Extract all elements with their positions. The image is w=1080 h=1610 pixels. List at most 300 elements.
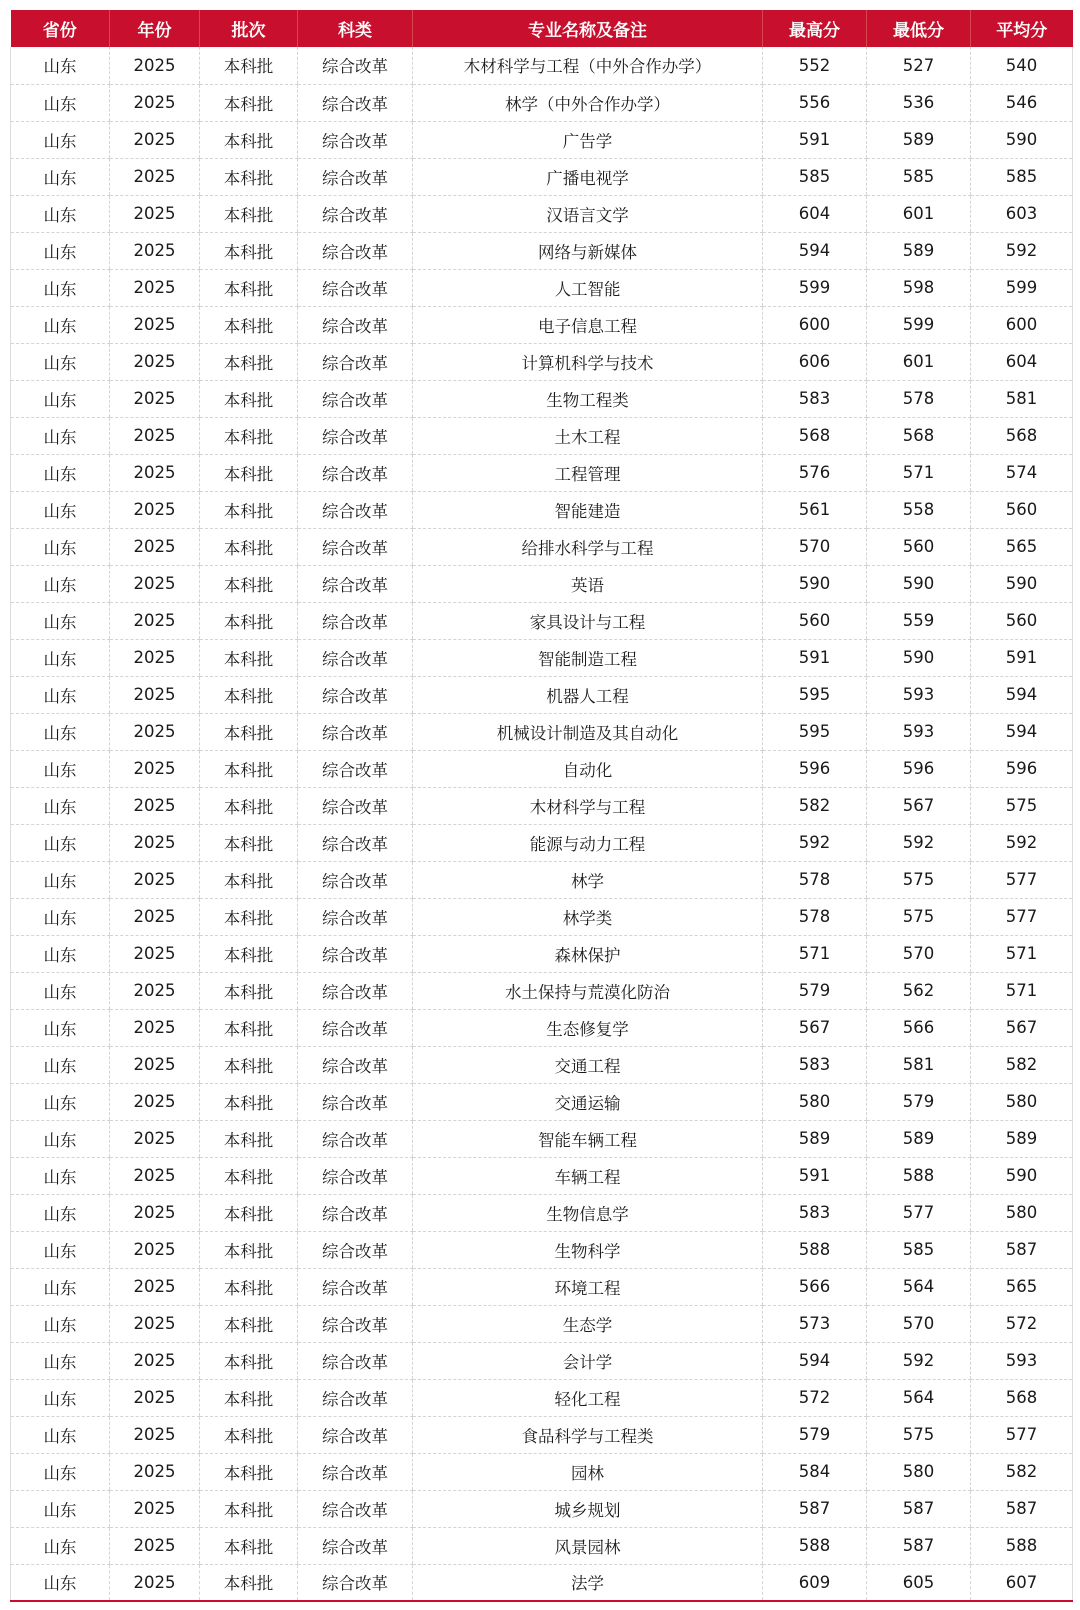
- cell-batch: 本科批: [200, 1305, 298, 1342]
- cell-year: 2025: [110, 528, 200, 565]
- cell-avg-score: 589: [971, 1120, 1073, 1157]
- cell-major: 法学: [413, 1564, 763, 1601]
- cell-batch: 本科批: [200, 565, 298, 602]
- cell-province: 山东: [11, 565, 110, 602]
- cell-min-score: 592: [867, 824, 971, 861]
- cell-max-score: 594: [763, 232, 867, 269]
- cell-major: 汉语言文学: [413, 195, 763, 232]
- cell-min-score: 566: [867, 1009, 971, 1046]
- cell-avg-score: 546: [971, 84, 1073, 121]
- cell-batch: 本科批: [200, 1379, 298, 1416]
- cell-avg-score: 593: [971, 1342, 1073, 1379]
- cell-max-score: 587: [763, 1490, 867, 1527]
- cell-subject: 综合改革: [298, 269, 413, 306]
- cell-max-score: 606: [763, 343, 867, 380]
- cell-avg-score: 577: [971, 1416, 1073, 1453]
- table-row: [11, 1379, 1073, 1416]
- cell-year: 2025: [110, 454, 200, 491]
- cell-subject: 综合改革: [298, 1120, 413, 1157]
- cell-major: 智能制造工程: [413, 639, 763, 676]
- table-row: [11, 1120, 1073, 1157]
- cell-batch: 本科批: [200, 84, 298, 121]
- cell-year: 2025: [110, 306, 200, 343]
- cell-min-score: 598: [867, 269, 971, 306]
- cell-min-score: 577: [867, 1194, 971, 1231]
- cell-major: 人工智能: [413, 269, 763, 306]
- cell-province: 山东: [11, 861, 110, 898]
- table-row: [11, 1083, 1073, 1120]
- cell-year: 2025: [110, 343, 200, 380]
- cell-avg-score: 591: [971, 639, 1073, 676]
- cell-year: 2025: [110, 232, 200, 269]
- cell-avg-score: 600: [971, 306, 1073, 343]
- table-row: [11, 713, 1073, 750]
- cell-subject: 综合改革: [298, 1305, 413, 1342]
- cell-major: 给排水科学与工程: [413, 528, 763, 565]
- cell-min-score: 579: [867, 1083, 971, 1120]
- cell-subject: 综合改革: [298, 84, 413, 121]
- cell-batch: 本科批: [200, 1083, 298, 1120]
- cell-max-score: 579: [763, 1416, 867, 1453]
- cell-subject: 综合改革: [298, 861, 413, 898]
- cell-avg-score: 568: [971, 417, 1073, 454]
- cell-max-score: 556: [763, 84, 867, 121]
- cell-subject: 综合改革: [298, 528, 413, 565]
- cell-province: 山东: [11, 380, 110, 417]
- cell-avg-score: 581: [971, 380, 1073, 417]
- cell-year: 2025: [110, 47, 200, 84]
- cell-major: 生态修复学: [413, 1009, 763, 1046]
- cell-year: 2025: [110, 898, 200, 935]
- cell-avg-score: 604: [971, 343, 1073, 380]
- cell-max-score: 609: [763, 1564, 867, 1601]
- cell-major: 林学类: [413, 898, 763, 935]
- cell-max-score: 583: [763, 1046, 867, 1083]
- cell-subject: 综合改革: [298, 121, 413, 158]
- header-subject: 科类: [298, 10, 413, 47]
- cell-province: 山东: [11, 84, 110, 121]
- cell-year: 2025: [110, 787, 200, 824]
- cell-major: 交通工程: [413, 1046, 763, 1083]
- cell-avg-score: 565: [971, 528, 1073, 565]
- cell-avg-score: 567: [971, 1009, 1073, 1046]
- cell-province: 山东: [11, 713, 110, 750]
- cell-subject: 综合改革: [298, 47, 413, 84]
- cell-max-score: 582: [763, 787, 867, 824]
- cell-year: 2025: [110, 1157, 200, 1194]
- cell-avg-score: 582: [971, 1453, 1073, 1490]
- cell-subject: 综合改革: [298, 380, 413, 417]
- cell-year: 2025: [110, 1453, 200, 1490]
- table-row: [11, 1157, 1073, 1194]
- cell-major: 智能建造: [413, 491, 763, 528]
- cell-province: 山东: [11, 935, 110, 972]
- cell-min-score: 558: [867, 491, 971, 528]
- cell-min-score: 575: [867, 898, 971, 935]
- cell-year: 2025: [110, 1305, 200, 1342]
- cell-province: 山东: [11, 1416, 110, 1453]
- cell-province: 山东: [11, 824, 110, 861]
- cell-min-score: 601: [867, 195, 971, 232]
- cell-max-score: 580: [763, 1083, 867, 1120]
- cell-major: 车辆工程: [413, 1157, 763, 1194]
- cell-year: 2025: [110, 1379, 200, 1416]
- cell-min-score: 564: [867, 1268, 971, 1305]
- table-row: [11, 1527, 1073, 1564]
- cell-min-score: 585: [867, 158, 971, 195]
- table-row: [11, 861, 1073, 898]
- cell-province: 山东: [11, 898, 110, 935]
- cell-province: 山东: [11, 676, 110, 713]
- cell-avg-score: 587: [971, 1490, 1073, 1527]
- cell-subject: 综合改革: [298, 1379, 413, 1416]
- cell-major: 环境工程: [413, 1268, 763, 1305]
- table-row: [11, 1490, 1073, 1527]
- table-row: [11, 47, 1073, 84]
- cell-year: 2025: [110, 1564, 200, 1601]
- cell-province: 山东: [11, 1379, 110, 1416]
- cell-subject: 综合改革: [298, 787, 413, 824]
- cell-province: 山东: [11, 1342, 110, 1379]
- cell-min-score: 559: [867, 602, 971, 639]
- cell-batch: 本科批: [200, 1453, 298, 1490]
- cell-min-score: 589: [867, 232, 971, 269]
- table-row: [11, 84, 1073, 121]
- table-row: [11, 454, 1073, 491]
- cell-batch: 本科批: [200, 1194, 298, 1231]
- cell-avg-score: 574: [971, 454, 1073, 491]
- cell-min-score: 564: [867, 1379, 971, 1416]
- cell-major: 生物工程类: [413, 380, 763, 417]
- cell-province: 山东: [11, 47, 110, 84]
- table-row: [11, 824, 1073, 861]
- cell-max-score: 573: [763, 1305, 867, 1342]
- table-row: [11, 602, 1073, 639]
- table-row: [11, 380, 1073, 417]
- cell-subject: 综合改革: [298, 1453, 413, 1490]
- cell-batch: 本科批: [200, 232, 298, 269]
- cell-subject: 综合改革: [298, 1490, 413, 1527]
- cell-max-score: 592: [763, 824, 867, 861]
- cell-year: 2025: [110, 1416, 200, 1453]
- cell-province: 山东: [11, 417, 110, 454]
- cell-year: 2025: [110, 1231, 200, 1268]
- cell-max-score: 591: [763, 121, 867, 158]
- cell-batch: 本科批: [200, 1342, 298, 1379]
- cell-min-score: 560: [867, 528, 971, 565]
- cell-province: 山东: [11, 1046, 110, 1083]
- cell-subject: 综合改革: [298, 1268, 413, 1305]
- cell-subject: 综合改革: [298, 1564, 413, 1601]
- cell-major: 林学: [413, 861, 763, 898]
- table-row: [11, 787, 1073, 824]
- cell-max-score: 568: [763, 417, 867, 454]
- cell-max-score: 595: [763, 676, 867, 713]
- cell-subject: 综合改革: [298, 1083, 413, 1120]
- cell-min-score: 593: [867, 713, 971, 750]
- cell-province: 山东: [11, 1009, 110, 1046]
- cell-province: 山东: [11, 528, 110, 565]
- cell-subject: 综合改革: [298, 454, 413, 491]
- cell-year: 2025: [110, 417, 200, 454]
- table-row: [11, 898, 1073, 935]
- cell-min-score: 536: [867, 84, 971, 121]
- table-row: [11, 1046, 1073, 1083]
- cell-avg-score: 577: [971, 861, 1073, 898]
- cell-batch: 本科批: [200, 306, 298, 343]
- cell-year: 2025: [110, 1342, 200, 1379]
- cell-avg-score: 590: [971, 121, 1073, 158]
- cell-avg-score: 588: [971, 1527, 1073, 1564]
- cell-subject: 综合改革: [298, 1194, 413, 1231]
- cell-max-score: 572: [763, 1379, 867, 1416]
- cell-avg-score: 580: [971, 1194, 1073, 1231]
- cell-min-score: 587: [867, 1490, 971, 1527]
- cell-subject: 综合改革: [298, 639, 413, 676]
- cell-subject: 综合改革: [298, 491, 413, 528]
- cell-max-score: 585: [763, 158, 867, 195]
- cell-year: 2025: [110, 84, 200, 121]
- cell-avg-score: 592: [971, 232, 1073, 269]
- cell-province: 山东: [11, 639, 110, 676]
- cell-subject: 综合改革: [298, 417, 413, 454]
- cell-subject: 综合改革: [298, 1416, 413, 1453]
- cell-min-score: 592: [867, 1342, 971, 1379]
- cell-max-score: 561: [763, 491, 867, 528]
- cell-avg-score: 590: [971, 1157, 1073, 1194]
- cell-min-score: 567: [867, 787, 971, 824]
- cell-max-score: 571: [763, 935, 867, 972]
- cell-min-score: 605: [867, 1564, 971, 1601]
- cell-batch: 本科批: [200, 1527, 298, 1564]
- cell-major: 轻化工程: [413, 1379, 763, 1416]
- cell-year: 2025: [110, 195, 200, 232]
- table-row: [11, 1453, 1073, 1490]
- cell-avg-score: 585: [971, 158, 1073, 195]
- cell-avg-score: 607: [971, 1564, 1073, 1601]
- table-row: [11, 1231, 1073, 1268]
- cell-batch: 本科批: [200, 861, 298, 898]
- table-row: [11, 417, 1073, 454]
- cell-min-score: 575: [867, 1416, 971, 1453]
- cell-batch: 本科批: [200, 1231, 298, 1268]
- cell-batch: 本科批: [200, 824, 298, 861]
- cell-province: 山东: [11, 1083, 110, 1120]
- cell-major: 林学（中外合作办学）: [413, 84, 763, 121]
- cell-max-score: 595: [763, 713, 867, 750]
- cell-batch: 本科批: [200, 195, 298, 232]
- cell-province: 山东: [11, 1490, 110, 1527]
- cell-subject: 综合改革: [298, 1009, 413, 1046]
- cell-batch: 本科批: [200, 1120, 298, 1157]
- cell-year: 2025: [110, 713, 200, 750]
- cell-max-score: 578: [763, 898, 867, 935]
- cell-province: 山东: [11, 306, 110, 343]
- cell-max-score: 591: [763, 1157, 867, 1194]
- table-row: [11, 343, 1073, 380]
- header-max-score: 最高分: [763, 10, 867, 47]
- cell-province: 山东: [11, 787, 110, 824]
- cell-major: 生物科学: [413, 1231, 763, 1268]
- table-row: [11, 269, 1073, 306]
- cell-avg-score: 587: [971, 1231, 1073, 1268]
- cell-major: 城乡规划: [413, 1490, 763, 1527]
- cell-avg-score: 560: [971, 491, 1073, 528]
- cell-subject: 综合改革: [298, 565, 413, 602]
- cell-batch: 本科批: [200, 676, 298, 713]
- cell-avg-score: 594: [971, 676, 1073, 713]
- cell-major: 木材科学与工程（中外合作办学）: [413, 47, 763, 84]
- cell-year: 2025: [110, 1268, 200, 1305]
- cell-year: 2025: [110, 935, 200, 972]
- cell-batch: 本科批: [200, 121, 298, 158]
- cell-major: 生态学: [413, 1305, 763, 1342]
- cell-year: 2025: [110, 1490, 200, 1527]
- cell-major: 园林: [413, 1453, 763, 1490]
- cell-subject: 综合改革: [298, 158, 413, 195]
- cell-max-score: 589: [763, 1120, 867, 1157]
- cell-province: 山东: [11, 491, 110, 528]
- cell-province: 山东: [11, 454, 110, 491]
- cell-min-score: 570: [867, 1305, 971, 1342]
- cell-province: 山东: [11, 1564, 110, 1601]
- cell-year: 2025: [110, 861, 200, 898]
- cell-year: 2025: [110, 1194, 200, 1231]
- cell-province: 山东: [11, 972, 110, 1009]
- cell-year: 2025: [110, 1527, 200, 1564]
- table-row: [11, 935, 1073, 972]
- cell-avg-score: 572: [971, 1305, 1073, 1342]
- cell-subject: 综合改革: [298, 972, 413, 1009]
- cell-year: 2025: [110, 1046, 200, 1083]
- cell-batch: 本科批: [200, 158, 298, 195]
- table-row: [11, 232, 1073, 269]
- cell-subject: 综合改革: [298, 1342, 413, 1379]
- cell-major: 水土保持与荒漠化防治: [413, 972, 763, 1009]
- cell-max-score: 583: [763, 1194, 867, 1231]
- cell-province: 山东: [11, 750, 110, 787]
- cell-province: 山东: [11, 232, 110, 269]
- cell-batch: 本科批: [200, 380, 298, 417]
- cell-province: 山东: [11, 1120, 110, 1157]
- cell-max-score: 600: [763, 306, 867, 343]
- cell-major: 森林保护: [413, 935, 763, 972]
- cell-avg-score: 565: [971, 1268, 1073, 1305]
- cell-max-score: 567: [763, 1009, 867, 1046]
- cell-year: 2025: [110, 1120, 200, 1157]
- cell-batch: 本科批: [200, 898, 298, 935]
- table-row: [11, 528, 1073, 565]
- cell-min-score: 593: [867, 676, 971, 713]
- cell-avg-score: 568: [971, 1379, 1073, 1416]
- cell-avg-score: 571: [971, 972, 1073, 1009]
- cell-avg-score: 560: [971, 602, 1073, 639]
- cell-avg-score: 582: [971, 1046, 1073, 1083]
- cell-max-score: 599: [763, 269, 867, 306]
- cell-year: 2025: [110, 824, 200, 861]
- cell-min-score: 589: [867, 121, 971, 158]
- cell-province: 山东: [11, 269, 110, 306]
- cell-major: 交通运输: [413, 1083, 763, 1120]
- cell-min-score: 599: [867, 306, 971, 343]
- cell-subject: 综合改革: [298, 750, 413, 787]
- cell-province: 山东: [11, 343, 110, 380]
- cell-province: 山东: [11, 1453, 110, 1490]
- cell-batch: 本科批: [200, 935, 298, 972]
- cell-year: 2025: [110, 602, 200, 639]
- table-row: [11, 1342, 1073, 1379]
- cell-max-score: 552: [763, 47, 867, 84]
- cell-province: 山东: [11, 121, 110, 158]
- cell-batch: 本科批: [200, 1009, 298, 1046]
- table-row: [11, 750, 1073, 787]
- cell-max-score: 594: [763, 1342, 867, 1379]
- cell-min-score: 562: [867, 972, 971, 1009]
- cell-min-score: 580: [867, 1453, 971, 1490]
- cell-year: 2025: [110, 121, 200, 158]
- cell-major: 机械设计制造及其自动化: [413, 713, 763, 750]
- cell-max-score: 591: [763, 639, 867, 676]
- cell-min-score: 590: [867, 565, 971, 602]
- cell-avg-score: 577: [971, 898, 1073, 935]
- cell-min-score: 570: [867, 935, 971, 972]
- cell-batch: 本科批: [200, 47, 298, 84]
- cell-major: 计算机科学与技术: [413, 343, 763, 380]
- cell-major: 广播电视学: [413, 158, 763, 195]
- cell-min-score: 578: [867, 380, 971, 417]
- cell-avg-score: 594: [971, 713, 1073, 750]
- cell-avg-score: 540: [971, 47, 1073, 84]
- cell-min-score: 596: [867, 750, 971, 787]
- table-header: [11, 10, 1073, 47]
- score-table-container: [10, 10, 1072, 1602]
- table-row: [11, 972, 1073, 1009]
- cell-major: 会计学: [413, 1342, 763, 1379]
- cell-major: 食品科学与工程类: [413, 1416, 763, 1453]
- cell-year: 2025: [110, 380, 200, 417]
- header-major: 专业名称及备注: [413, 10, 763, 47]
- cell-max-score: 584: [763, 1453, 867, 1490]
- cell-max-score: 579: [763, 972, 867, 1009]
- cell-batch: 本科批: [200, 787, 298, 824]
- table-row: [11, 121, 1073, 158]
- cell-province: 山东: [11, 1268, 110, 1305]
- cell-batch: 本科批: [200, 1157, 298, 1194]
- cell-major: 智能车辆工程: [413, 1120, 763, 1157]
- cell-max-score: 596: [763, 750, 867, 787]
- table-row: [11, 565, 1073, 602]
- cell-subject: 综合改革: [298, 1527, 413, 1564]
- cell-avg-score: 599: [971, 269, 1073, 306]
- cell-major: 家具设计与工程: [413, 602, 763, 639]
- cell-subject: 综合改革: [298, 195, 413, 232]
- cell-major: 工程管理: [413, 454, 763, 491]
- cell-avg-score: 590: [971, 565, 1073, 602]
- cell-max-score: 590: [763, 565, 867, 602]
- cell-batch: 本科批: [200, 269, 298, 306]
- header-avg-score: 平均分: [971, 10, 1073, 47]
- cell-min-score: 575: [867, 861, 971, 898]
- header-year: 年份: [110, 10, 200, 47]
- cell-year: 2025: [110, 269, 200, 306]
- cell-batch: 本科批: [200, 1564, 298, 1601]
- cell-batch: 本科批: [200, 639, 298, 676]
- cell-batch: 本科批: [200, 713, 298, 750]
- cell-major: 风景园林: [413, 1527, 763, 1564]
- cell-batch: 本科批: [200, 343, 298, 380]
- table-body: [11, 47, 1073, 1601]
- cell-major: 电子信息工程: [413, 306, 763, 343]
